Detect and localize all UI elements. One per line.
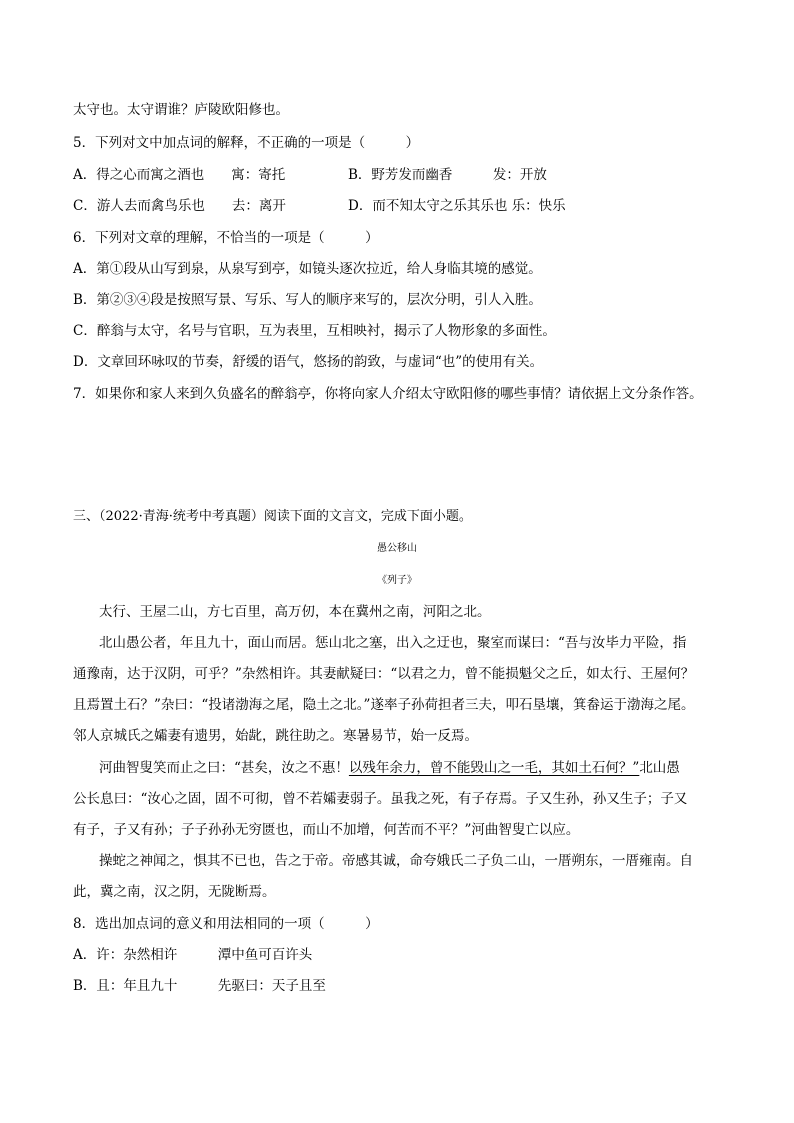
passage-title: 愚公移山: [377, 543, 417, 554]
question-8-option-b: B．且：年且九十 先驱曰：天子且至: [73, 978, 326, 994]
paragraph-3-text-after: 北山愚: [639, 760, 680, 776]
question-5-option-d: D．而不知太守之乐其乐也 乐：快乐: [348, 198, 566, 214]
passage-paragraph-3-line-1: [99, 758, 680, 778]
question-6-option-d: D．文章回环咏叹的节奏，舒缓的语气，悠扬的韵致，与虚词“也”的使用有关。: [73, 354, 544, 370]
passage-paragraph-3-line-2: 公长息曰：“汝心之固，固不可彻，曾不若孀妻弱子。虽我之死，有子存焉。子又生孙，孙又生子；子又: [73, 791, 688, 807]
question-6-option-c: C．醉翁与太守，名号与官职，互为表里，互相映衬，揭示了人物形象的多面性。: [73, 323, 556, 339]
passage-paragraph-4-line-1: 操蛇之神闻之，惧其不已也，告之于帝。帝感其诚，命夸娥氏二子负二山，一厝朔东，一厝雍南。自: [99, 853, 693, 869]
underlined-sentence: 以残年余力，曾不能毁山之一毛，其如土石何？”: [348, 760, 640, 776]
question-6-option-a: A．第①段从山写到泉，从泉写到亭，如镜头逐次拉近，给人身临其境的感觉。: [73, 261, 542, 277]
question-5-option-a: A．得之心而寓之酒也 寓：寄托: [73, 167, 286, 183]
section-3-heading: 三、（2022·青海·统考中考真题）阅读下面的文言文，完成下面小题。: [73, 509, 472, 524]
question-8-option-a: A．许：杂然相许 潭中鱼可百许头: [73, 947, 313, 963]
question-7-stem: 7．如果你和家人来到久负盛名的醉翁亭，你将向家人介绍太守欧阳修的哪些事情？请依据上文分条作答。: [73, 386, 703, 402]
passage-paragraph-4-line-2: 此，冀之南，汉之阴，无陇断焉。: [73, 884, 276, 900]
passage-author: 《列子》: [377, 575, 417, 586]
question-6-option-b: B．第②③④段是按照写景、写乐、写人的顺序来写的，层次分明，引人入胜。: [73, 292, 542, 308]
passage-paragraph-2-line-4: 邻人京城氏之孀妻有遗男，始龀，跳往助之。寒暑易节，始一反焉。: [73, 728, 478, 744]
question-5-option-c: C．游人去而禽鸟乐也 去：离开: [73, 198, 286, 214]
passage-paragraph-2-line-1: 北山愚公者，年且九十，面山而居。惩山北之塞，出入之迂也，聚室而谋曰：“吾与汝毕力平险，指: [99, 635, 687, 651]
passage-paragraph-2-line-2: 通豫南，达于汉阴，可乎？”杂然相许。其妻献疑曰：“以君之力，曾不能损魁父之丘，如太行、王屋何？: [73, 666, 695, 682]
passage-paragraph-3-line-3: 有子，子又有孙；子子孙孙无穷匮也，而山不加增，何苦而不平？”河曲智叟亡以应。: [73, 822, 580, 838]
passage-ending: 太守也。太守谓谁？庐陵欧阳修也。: [73, 102, 289, 118]
question-6-stem: 6．下列对文章的理解，不恰当的一项是（ ）: [73, 230, 379, 246]
question-5-option-b: B．野芳发而幽香 发：开放: [348, 167, 547, 183]
question-5-stem: 5．下列对文中加点词的解释，不正确的一项是（ ）: [73, 135, 420, 151]
paragraph-3-text-before: 河曲智叟笑而止之曰：“甚矣，汝之不惠！: [99, 760, 349, 776]
question-8-stem: 8．选出加点词的意义和用法相同的一项（ ）: [73, 916, 379, 932]
passage-paragraph-2-line-3: 且焉置土石？”杂曰：“投诸渤海之尾，隐土之北。”遂率子孙荷担者三夫，叩石垦壤，箕畚运于渤海之尾。: [73, 697, 695, 713]
passage-paragraph-1: 太行、王屋二山，方七百里，高万仞，本在冀州之南，河阳之北。: [99, 604, 491, 620]
